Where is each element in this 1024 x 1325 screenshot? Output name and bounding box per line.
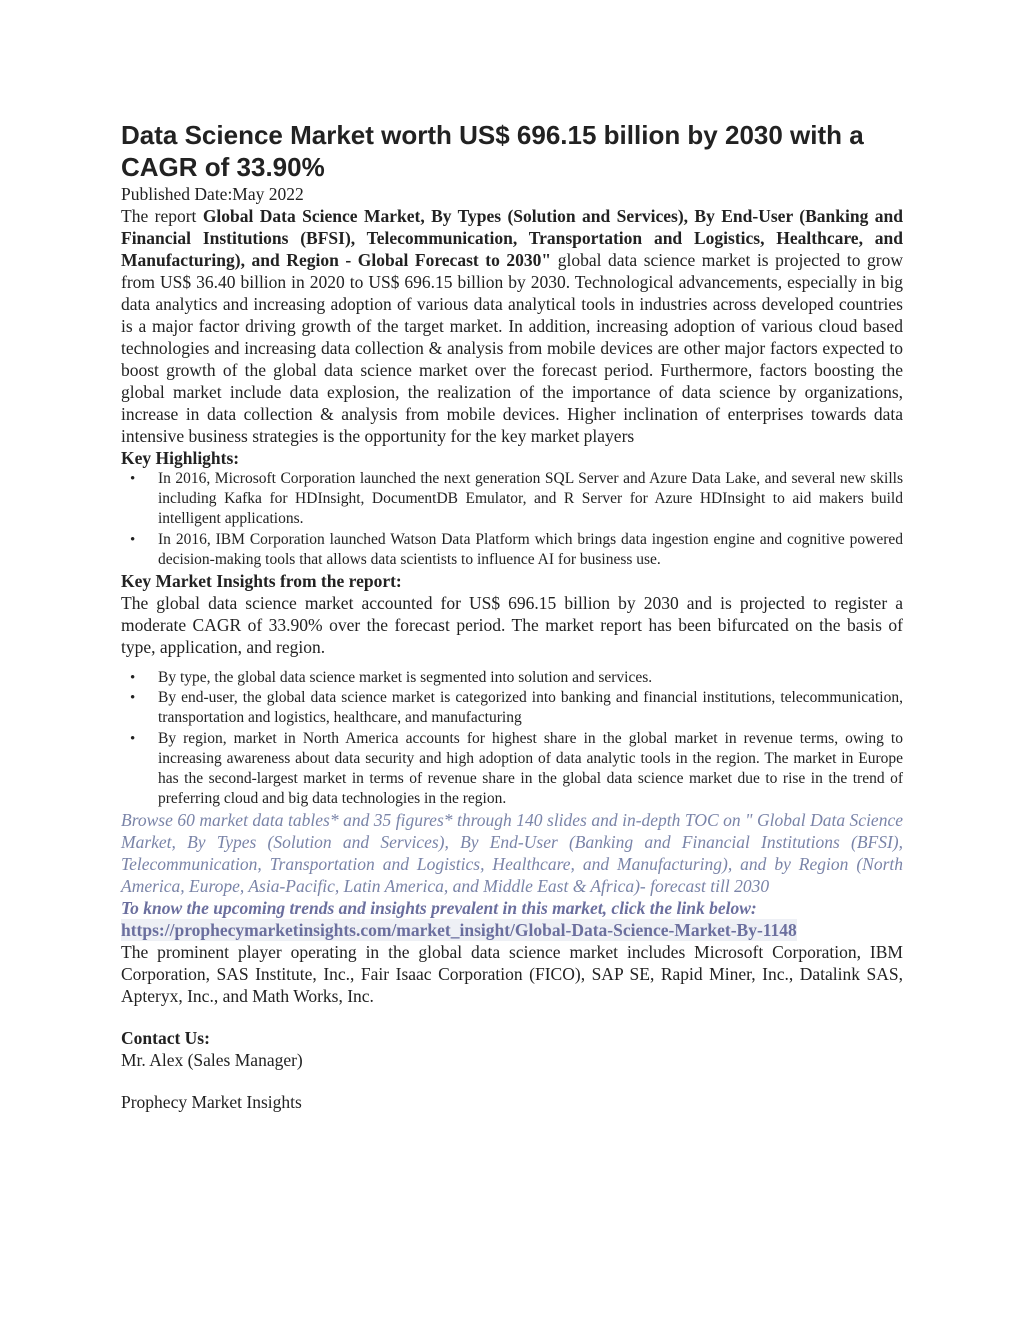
contact-name: Mr. Alex (Sales Manager) xyxy=(121,1050,303,1071)
list-item xyxy=(121,469,903,530)
bullet-icon: • xyxy=(130,471,136,487)
list-item-text: By end-user, the global data science market is categorized into banking and financial institutions, telecommunication, transportation and logistics, healthcare, and manufacturing xyxy=(158,689,903,727)
insights-paragraph: The global data science market accounted for US$ 696.15 billion by 2030 and is projected to register a moderate CAGR of 33.90% over the forecast period. The market report has been bifurcated on the basis of type, application, and region. xyxy=(121,593,903,658)
bullet-icon: • xyxy=(130,690,136,707)
insights-list xyxy=(121,668,903,809)
contact-company: Prophecy Market Insights xyxy=(121,1092,302,1113)
intro-lead: The report xyxy=(121,206,203,226)
players-paragraph: The prominent player operating in the global data science market includes Microsoft Corporation, IBM Corporation, SAS Institute, Inc., Fair Isaac Corporation (FICO), SAP SE, Rapid Miner, Inc., Datalink SAS, Apteryx, Inc., and Math Works, Inc. xyxy=(121,942,903,1007)
bullet-icon: • xyxy=(130,670,136,687)
list-item xyxy=(121,530,903,570)
list-item xyxy=(121,688,903,728)
report-link[interactable]: https://prophecymarketinsights.com/market_insight/Global-Data-Science-Market-By-1148 xyxy=(121,920,797,941)
list-item-text: By type, the global data science market is segmented into solution and services. xyxy=(158,669,653,687)
page-title: Data Science Market worth US$ 696.15 billion by 2030 with a CAGR of 33.90% xyxy=(121,120,864,182)
intro-body: global data science market is projected to grow from US$ 36.40 billion in 2020 to US$ 696.15 billion by 2030. Technological advancements, especially in big data analytics and increasing adoption of various data analytical tools in industries across developed countries is a major factor driving growth of the target market. In addition, increasing adoption of various cloud based technologies and increasing data collection & analysis from mobile devices are other major factors expected to boost growth of the global data science market over the forecast period. Furthermore, factors boosting the global market include data explosion, the realization of the importance of data science by organizations, increase in data collection & analysis from mobile devices. Higher inclination of enterprises towards data intensive business strategies is the opportunity for the key market players xyxy=(121,250,903,446)
list-item-text: In 2016, IBM Corporation launched Watson Data Platform which brings data ingestion engine and cognitive powered decision-making tools that allows data scientists to influence AI for business use. xyxy=(158,530,903,568)
browse-paragraph: Browse 60 market data tables* and 35 figures* through 140 slides and in-depth TOC on " Global Data Science Market, By Types (Solution and Services), By End-User (Banking and Financial Institutions (BFSI), Telecommunication, Transportation and Logistics, Healthcare, and Manufacturing), and by Region (North America, Europe, Asia-Pacific, Latin America, and Middle East & Africa)- forecast till 2030 xyxy=(121,810,903,897)
list-item xyxy=(121,729,903,810)
list-item xyxy=(121,668,903,688)
contact-heading: Contact Us: xyxy=(121,1028,210,1049)
key-highlights-heading: Key Highlights: xyxy=(121,448,240,468)
published-date: Published Date:May 2022 xyxy=(121,184,304,204)
document-page xyxy=(121,119,903,1113)
list-item-text: By region, market in North America accounts for highest share in the global market in revenue terms, owing to increasing awareness about data security and high adoption of data analytic tools in the region. The market in Europe has the second-largest market in terms of revenue share in the global data science market due to rise in the trend of preferring cloud and big data technologies in the region. xyxy=(158,729,903,808)
cta-text: To know the upcoming trends and insights prevalent in this market, click the link below: xyxy=(121,898,757,919)
bullet-icon: • xyxy=(130,531,136,548)
intro-report-name: Global Data Science Market, By Types (Solution and Services), By End-User (Banking and Financial Institutions (BFSI), Telecommunication, Transportation and Logistics, Healthcare, and Manufacturing), and Region - Global Forecast to 2030" xyxy=(121,206,903,270)
intro-paragraph xyxy=(121,205,903,447)
key-highlights-list xyxy=(121,469,903,570)
insights-heading: Key Market Insights from the report: xyxy=(121,571,402,592)
list-item-text: In 2016, Microsoft Corporation launched the next generation SQL Server and Azure Data Lake, and several new skills including Kafka for HDInsight, DocumentDB Emulator, and R Server for Azure HDInsight to aid makers build intelligent applications. xyxy=(158,470,903,528)
bullet-icon: • xyxy=(130,730,136,747)
